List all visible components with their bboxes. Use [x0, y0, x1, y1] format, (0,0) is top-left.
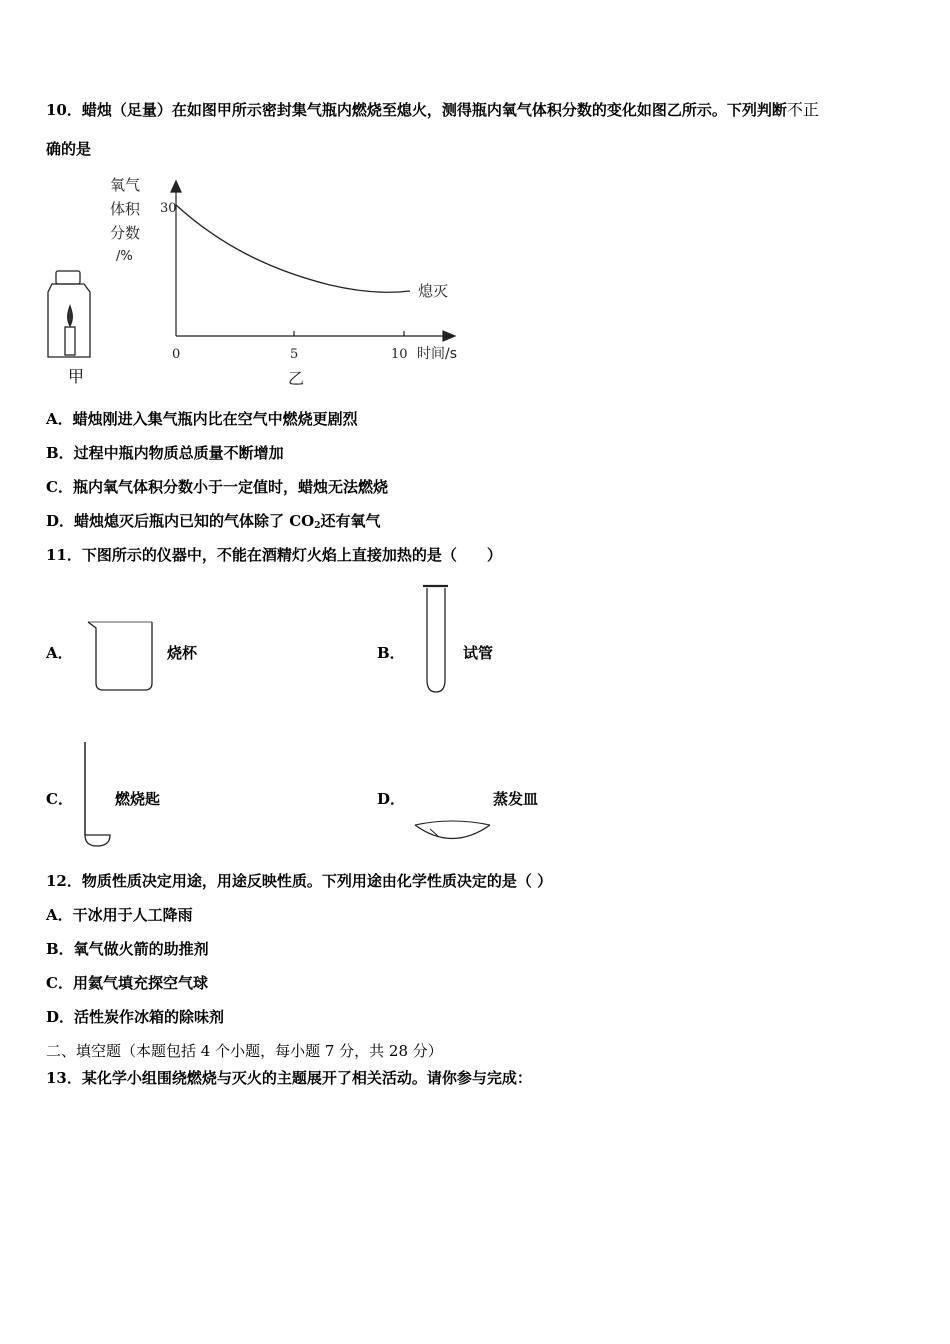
curve-annotation: 熄灭	[418, 282, 449, 300]
q12-option-b: B．氧气做火箭的助推剂	[46, 940, 209, 958]
x-tick-label-0: 0	[172, 347, 181, 362]
q11-option-c-name: 燃烧匙	[115, 790, 161, 808]
test-tube-icon	[427, 588, 445, 692]
y-tick-30: 30	[160, 201, 177, 216]
q11-option-b-letter: B．	[377, 644, 405, 662]
q10-option-d-sub: 2	[314, 521, 321, 531]
q13-stem: 13．某化学小组围绕燃烧与灭火的主题展开了相关活动。请你参与完成：	[46, 1069, 532, 1087]
q10-option-d-pre: D．蜡烛熄灭后瓶内已知的气体除了 CO	[46, 512, 315, 530]
q10-option-c: C．瓶内氧气体积分数小于一定值时，蜡烛无法燃烧	[46, 478, 388, 496]
q10-option-a: A．蜡烛刚进入集气瓶内比在空气中燃烧更剧烈	[46, 410, 358, 428]
y-label-1: 氧气	[110, 176, 141, 194]
q11-option-b-name: 试管	[463, 644, 494, 662]
q11-option-a-name: 烧杯	[167, 644, 198, 662]
q11-stem: 11．下图所示的仪器中，不能在酒精灯火焰上直接加热的是（ ）	[46, 546, 502, 564]
q10-stem-text: 10．蜡烛（足量）在如图甲所示密封集气瓶内燃烧至熄火，测得瓶内氧气体积分数的变化如图乙所示。下列判断	[46, 101, 787, 119]
q12-option-a: A．干冰用于人工降雨	[46, 906, 193, 924]
x-tick-label-5: 5	[290, 347, 299, 362]
evaporating-dish-icon	[415, 825, 490, 839]
section-2-heading: 二、填空题（本题包括 4 个小题，每小题 7 分，共 28 分）	[46, 1042, 443, 1060]
q12-stem: 12．物质性质决定用途，用途反映性质。下列用途由化学性质决定的是（ ）	[46, 872, 553, 890]
jar-label: 甲	[68, 367, 85, 386]
q10-stem-tail: 不正	[786, 100, 819, 119]
combustion-spoon-icon	[85, 835, 110, 846]
q11-option-c-letter: C．	[46, 790, 73, 808]
q12-option-d: D．活性炭作冰箱的除味剂	[46, 1008, 225, 1026]
y-label-unit: /%	[116, 249, 133, 264]
q11-option-d-letter: D．	[377, 790, 406, 808]
y-label-2: 体积	[110, 200, 141, 218]
x-axis-label: 时间/s	[417, 346, 458, 362]
q12-option-c: C．用氦气填充探空气球	[46, 974, 208, 992]
x-tick-label-10: 10	[391, 347, 408, 362]
q10-option-d-post: 还有氧气	[320, 512, 381, 530]
q11-option-a-letter: A．	[46, 644, 73, 662]
beaker-icon	[88, 622, 152, 690]
q11-option-d-name: 蒸发皿	[493, 790, 539, 808]
q10-stem-line2: 确的是	[46, 140, 92, 158]
graph-label: 乙	[288, 369, 305, 388]
evaporating-dish-rim	[415, 821, 490, 825]
q10-option-b: B．过程中瓶内物质总质量不断增加	[46, 444, 284, 462]
y-label-3: 分数	[110, 224, 141, 242]
